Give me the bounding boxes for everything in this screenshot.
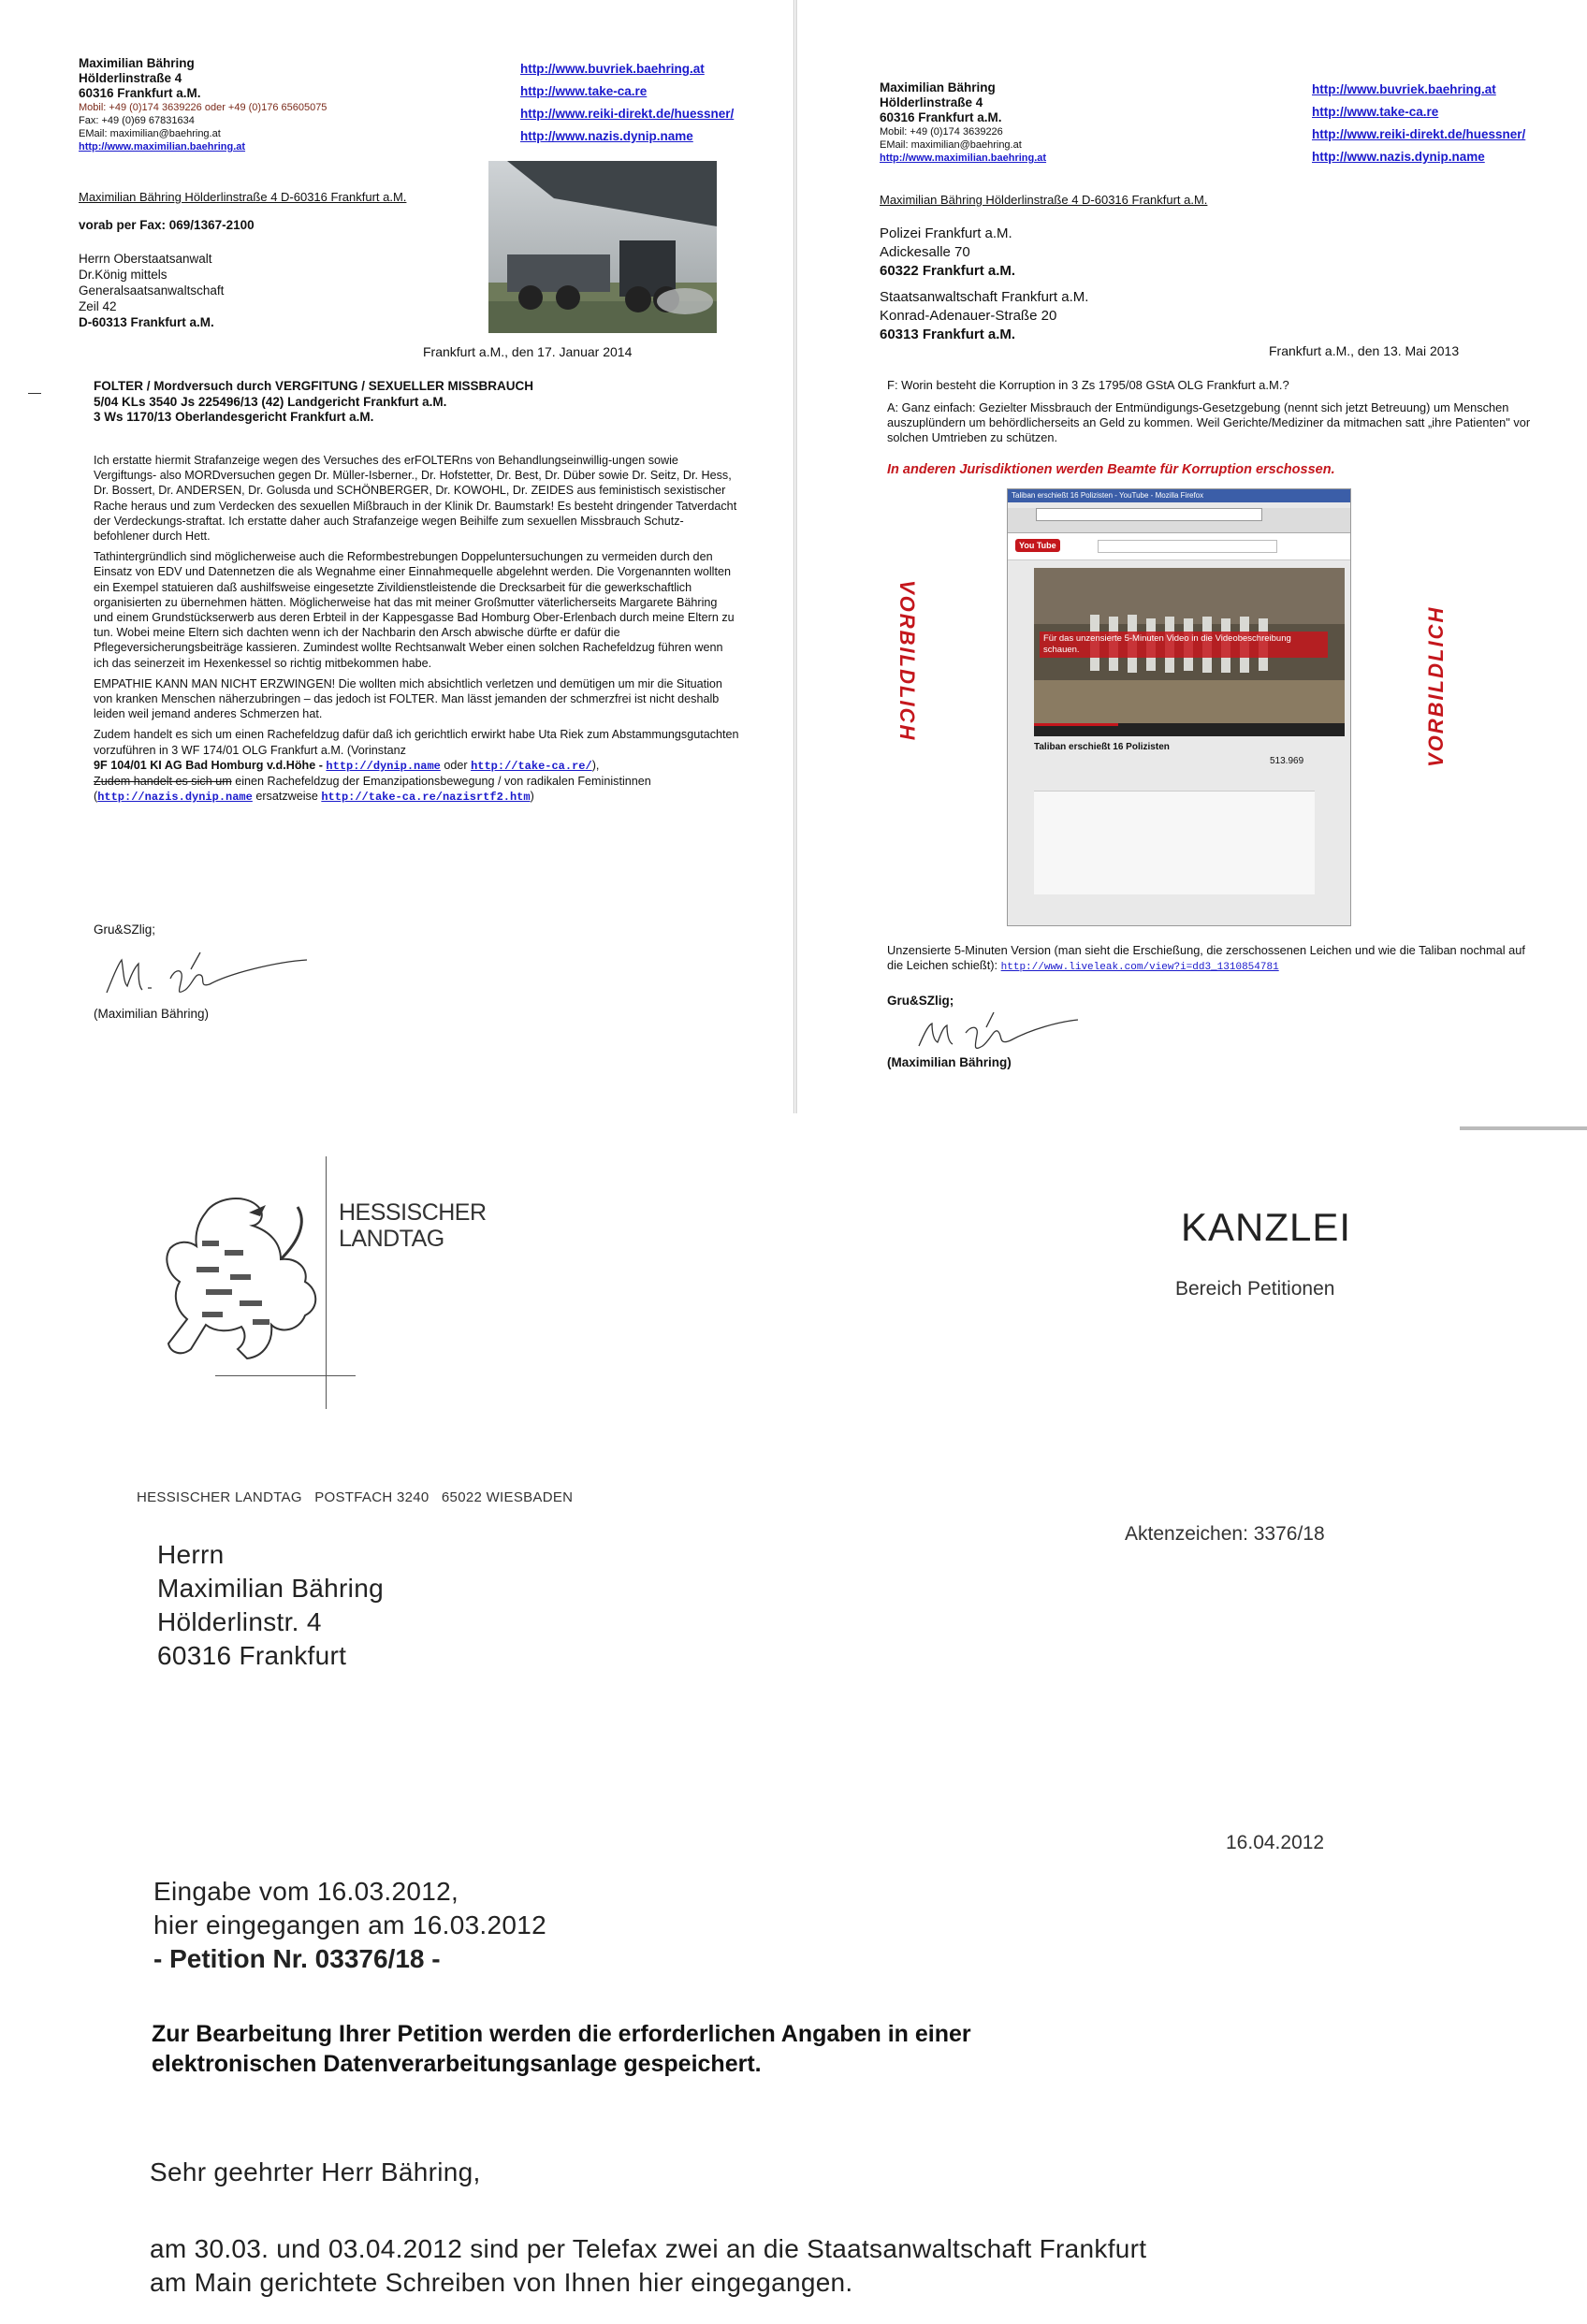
sender-mobile: Mobil: +49 (0)174 3639226	[880, 126, 1003, 138]
link-buvriek[interactable]: http://www.buvriek.baehring.at	[520, 62, 705, 76]
link-reiki[interactable]: http://www.reiki-direkt.de/huessner/	[1312, 127, 1526, 141]
youtube-header	[1008, 533, 1350, 560]
reference-number: Aktenzeichen: 3376/18	[1125, 1523, 1325, 1545]
recipient-block-prosecutor	[880, 288, 1088, 344]
text-end: )	[530, 790, 534, 804]
department-title: KANZLEI	[1181, 1205, 1352, 1249]
recipient-block	[79, 251, 224, 330]
body-text	[150, 2232, 1146, 2300]
caption-text: Unzensierte 5-Minuten Version (man sieht die Erschießung, die zerschossenen Leichen und wie die Taliban nochmal auf die Leichen schießt):	[887, 943, 1525, 973]
scan-edge	[1460, 1126, 1587, 1130]
sender-web-link[interactable]: http://www.maximilian.baehring.at	[880, 153, 1047, 164]
recipient-line: Staatsanwaltschaft Frankfurt a.M.	[880, 289, 1089, 305]
video-caption	[887, 943, 1542, 975]
body-text-rest: einen Rachefeldzug der Emanzipationsbewegung / von radikalen Feministinnen (	[94, 775, 651, 804]
addressee-line: Maximilian Bähring	[157, 1574, 384, 1603]
body-paragraph: Ich erstatte hiermit Strafanzeige wegen des Versuches des erFOLTERns von Behandlungseinwillig-ungen sowie Vergiftungs- also MORDversuchen gegen Dr. Müller-Isberner., Dr. Hofstetter, Dr. Best, Dr. Düber sowie Dr. Seitz, Dr. Hess, Dr. Bossert, Dr. ANDERSEN, Dr. Golusda und SCHÖNBERGER, Dr. KOWOHL, Dr. ZEIDES aus feministisch sexistischer Rache heraus und zum Verdecken des sexuellen Mißbrauch in der Klinik Dr. Baumstark! Es besteht dringender Tatverdacht der Verdeckungs-straftat. Ich erstatte daher auch Strafanzeige wegen Beihilfe zum sexuellen Missbrauch Schutz-befohlener durch Hett.	[94, 454, 737, 544]
sender-fax: Fax: +49 (0)69 67831634	[79, 115, 195, 126]
recipient-line: 60322 Frankfurt a.M.	[880, 263, 1016, 279]
fold-mark	[28, 393, 41, 394]
addressee-block	[157, 1538, 384, 1673]
struck-text: Zudem handelt es sich um	[94, 775, 232, 789]
recipient-line: Polizei Frankfurt a.M.	[880, 225, 1012, 241]
subject-line: 3 Ws 1170/13 Oberlandesgericht Frankfurt a.M.	[94, 410, 374, 424]
salutation: Sehr geehrter Herr Bähring,	[150, 2157, 481, 2186]
red-statement: In anderen Jurisdiktionen werden Beamte für Korruption erschossen.	[887, 462, 1335, 477]
signature-name: (Maximilian Bähring)	[94, 1007, 210, 1021]
org-line: LANDTAG	[339, 1226, 444, 1252]
addressee-line: Herrn	[157, 1540, 225, 1569]
return-address: Maximilian Bähring Hölderlinstraße 4 D-60316 Frankfurt a.M.	[880, 193, 1208, 207]
hessian-lion-logo-icon	[140, 1184, 328, 1372]
vorbildlich-right: VORBILDLICH	[1424, 605, 1448, 767]
return-address: Maximilian Bähring Hölderlinstraße 4 D-60316 Frankfurt a.M.	[79, 190, 407, 204]
video-title: Taliban erschießt 16 Polizisten	[1034, 742, 1170, 752]
vorbildlich-left: VORBILDLICH	[895, 580, 919, 742]
letter-date: 16.04.2012	[1226, 1832, 1325, 1853]
return-line: HESSISCHER LANDTAG POSTFACH 3240 65022 WIESBADEN	[137, 1489, 574, 1505]
letter-date: Frankfurt a.M., den 13. Mai 2013	[1269, 343, 1460, 358]
signature-name: (Maximilian Bähring)	[887, 1055, 1012, 1069]
recipient-line: Konrad-Adenauer-Straße 20	[880, 308, 1057, 324]
body-paragraph-end	[94, 774, 739, 805]
sender-email: EMail: maximilian@baehring.at	[880, 139, 1022, 151]
video-player[interactable]	[1034, 568, 1345, 736]
fax-line: vorab per Fax: 069/1367-2100	[79, 218, 255, 232]
sender-city: 60316 Frankfurt a.M.	[79, 86, 201, 100]
answer: A: Ganz einfach: Gezielter Missbrauch der Entmündigungs-Gesetzgebung (nennt sich jetzt Betreuung) um Menschen auszuplündern um behördlicherseits an Geld zu kommen. Weil Gerichte/Mediziner da mitmachen satt „ihre Patienten" vor solchen Umtrieben zu schützen.	[887, 400, 1531, 445]
body-paragraph: Zudem handelt es sich um einen Rachefeldzug dafür daß ich gerichtlich erwirkt habe Uta Riek zum Abstammungsgutachten vorzuführen in 3 WF 174/01 OLG Frankfurt a.M. (Vorinstanz	[94, 728, 739, 757]
letter-right	[795, 0, 1587, 1113]
youtube-search-input[interactable]	[1098, 540, 1277, 553]
video-overlay-text: Für das unzensierte 5-Minuten Video in die Videobeschreibung schauen.	[1040, 632, 1328, 658]
browser-toolbar	[1008, 508, 1350, 533]
section-name: Bereich Petitionen	[1175, 1278, 1335, 1300]
text-close: ),	[591, 758, 600, 772]
truck-photo	[488, 161, 717, 333]
link-take-care-inline[interactable]: http://take-ca.re/	[471, 759, 592, 773]
greeting: Gru&SZlig;	[94, 922, 156, 937]
body-line: am Main gerichtete Schreiben von Ihnen hier eingegangen.	[150, 2268, 853, 2297]
subject-line: FOLTER / Mordversuch durch VERGFITUNG / SEXUELLER MISSBRAUCH	[94, 379, 534, 393]
body-paragraph: EMPATHIE KANN MAN NICHT ERZWINGEN! Die wollten mich absichtlich verletzen und demütigen um mir die Situation von kranken Menschen näherzubringen – das jedoch ist FOLTER. Man lässt jemanden der schmerzfrei ist nicht deshalb leiden weil jemand anderes Schmerzen hat.	[94, 676, 722, 721]
recipient-line: Zeil 42	[79, 299, 117, 313]
video-description	[1034, 791, 1315, 894]
sender-block	[79, 56, 415, 153]
org-line: HESSISCHER	[339, 1199, 487, 1226]
recipient-line: Herrn Oberstaatsanwalt	[79, 252, 212, 266]
question: F: Worin besteht die Korruption in 3 Zs 1795/08 GStA OLG Frankfurt a.M.?	[887, 378, 1289, 392]
link-dynip[interactable]: http://dynip.name	[326, 759, 441, 773]
letter-date: Frankfurt a.M., den 17. Januar 2014	[423, 344, 633, 359]
address-bar[interactable]	[1036, 508, 1262, 521]
text-ersatz: ersatzweise	[252, 790, 322, 804]
link-nazis[interactable]: http://www.nazis.dynip.name	[520, 129, 693, 143]
link-take-care[interactable]: http://www.take-ca.re	[1312, 105, 1439, 119]
subject-block	[94, 379, 730, 426]
sender-street: Hölderlinstraße 4	[79, 71, 182, 85]
signature	[90, 941, 314, 1008]
letter-body	[94, 453, 739, 805]
video-views: 513.969	[1270, 756, 1304, 766]
org-name	[339, 1199, 487, 1252]
link-buvriek[interactable]: http://www.buvriek.baehring.at	[1312, 82, 1496, 96]
notice-line: elektronischen Datenverarbeitungsanlage gespeichert.	[152, 2051, 762, 2077]
recipient-line: Generalsaatsanwaltschaft	[79, 283, 225, 298]
recipient-block-police	[880, 225, 1015, 281]
addressee-line: 60316 Frankfurt	[157, 1641, 347, 1670]
body-paragraph-links	[94, 758, 739, 774]
logo-divider-horizontal	[215, 1375, 356, 1376]
link-take-care[interactable]: http://www.take-ca.re	[520, 84, 648, 98]
link-reiki[interactable]: http://www.reiki-direkt.de/huessner/	[520, 107, 735, 121]
body-case-ref: 9F 104/01 KI AG Bad Homburg v.d.Höhe -	[94, 758, 327, 772]
input-date: Eingabe vom 16.03.2012,	[153, 1877, 459, 1906]
recipient-line: 60313 Frankfurt a.M.	[880, 327, 1016, 342]
sender-web-link[interactable]: http://www.maximilian.baehring.at	[79, 141, 246, 153]
youtube-logo: You Tube	[1015, 539, 1060, 552]
browser-title-bar: Taliban erschießt 16 Polizisten - YouTube - Mozilla Firefox	[1008, 489, 1350, 502]
sender-mobile: Mobil: +49 (0)174 3639226 oder +49 (0)176 65605075	[79, 102, 328, 113]
input-info	[153, 1875, 546, 1942]
text-oder: oder	[440, 758, 472, 772]
links-block	[1312, 79, 1525, 168]
sender-name: Maximilian Bähring	[880, 80, 996, 94]
sender-city: 60316 Frankfurt a.M.	[880, 110, 1002, 124]
sender-name: Maximilian Bähring	[79, 56, 195, 70]
logo-divider-vertical	[326, 1156, 327, 1409]
data-notice	[152, 2019, 971, 2079]
subject-line: 5/04 KLs 3540 Js 225496/13 (42) Landgericht Frankfurt a.M.	[94, 394, 447, 409]
sender-street: Hölderlinstraße 4	[880, 95, 983, 109]
body-line: am 30.03. und 03.04.2012 sind per Telefax zwei an die Staatsanwaltschaft Frankfurt	[150, 2234, 1147, 2263]
links-block	[520, 58, 734, 148]
letter-left	[0, 0, 794, 1113]
notice-line: Zur Bearbeitung Ihrer Petition werden die erforderlichen Angaben in einer	[152, 2021, 971, 2047]
petition-number: - Petition Nr. 03376/18 -	[153, 1944, 441, 1973]
liveleak-link[interactable]: http://www.liveleak.com/view?i=dd3_1310854781	[1000, 962, 1279, 974]
body-paragraph: Tathintergründlich sind möglicherweise auch die Reformbestrebungen Doppeluntersuchungen zu vermeiden durch den Einsatz von EDV und Datennetzen die als Wegnahme einer Einnahmequelle abgelehnt werden. Die Vorgenannten wollten ein Exempel statuieren daß aushilfsweise eingesetzte Zivildienstleistende die Drecksarbeit für die gewerkschaftlich organisierten zu übernehmen hätten. Möglicherweise hat das mit meiner Großmutter väterlicherseits Margarete Bähring und einem Grundstückserwerb aus deren Erbteil in der Kappesgasse Bad Homburg Ober-Erlenbach durch meine Eltern zu tun. Wobei meine Eltern sich dachten wenn ich der Nachbarin den Arsch abwische dürfte er dafür die Pflegeversicherungsbeiträge kassieren. Zumindest wollte Rechtsanwalt Weber einen solchen Rachefeldzug führen wenn ich das seinerzeit im Hexenkessel so richtig mitbekommen habe.	[94, 550, 735, 670]
recipient-line: Dr.König mittels	[79, 268, 167, 282]
sender-email: EMail: maximilian@baehring.at	[79, 128, 221, 139]
link-nazisrtf[interactable]: http://take-ca.re/nazisrtf2.htm	[321, 791, 531, 805]
recipient-line: D-60313 Frankfurt a.M.	[79, 315, 214, 329]
video-screenshot	[1007, 488, 1351, 926]
kanzlei-letter	[0, 1119, 1587, 2324]
addressee-line: Hölderlinstr. 4	[157, 1607, 322, 1636]
recipient-line: Adickesalle 70	[880, 244, 970, 260]
link-nazis-inline[interactable]: http://nazis.dynip.name	[97, 791, 253, 805]
received-date: hier eingegangen am 16.03.2012	[153, 1910, 547, 1939]
link-nazis[interactable]: http://www.nazis.dynip.name	[1312, 150, 1485, 164]
sender-block	[880, 80, 1198, 165]
greeting: Gru&SZlig;	[887, 994, 954, 1008]
